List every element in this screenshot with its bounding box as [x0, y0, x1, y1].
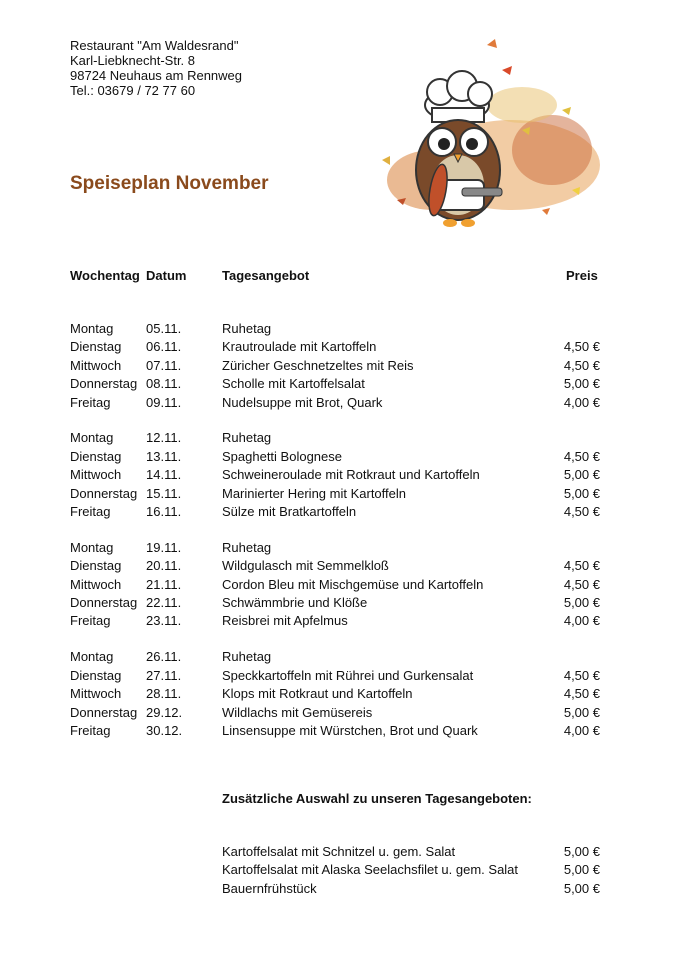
dish: Kartoffelsalat mit Alaska Seelachsfilet u. gem. Salat — [222, 862, 519, 878]
dish: Züricher Geschnetzeltes mit Reis — [222, 357, 414, 373]
menu-row — [70, 539, 610, 557]
menu-row — [70, 429, 610, 447]
page-title: Speiseplan November — [70, 173, 269, 194]
day: Mittwoch — [70, 467, 122, 483]
price: 4,00 € — [563, 613, 600, 629]
day: Mittwoch — [70, 357, 122, 373]
dish: Scholle mit Kartoffelsalat — [222, 376, 365, 392]
day: Donnerstag — [70, 485, 138, 501]
day: Mittwoch — [70, 576, 122, 592]
menu-row — [70, 466, 610, 484]
menu-row — [70, 648, 610, 666]
day: Dienstag — [70, 667, 122, 683]
menu-row — [70, 576, 610, 594]
restaurant-street: Karl-Liebknecht-Str. 8 — [70, 53, 196, 68]
dish: Schweineroulade mit Rotkraut und Kartoffeln — [222, 467, 480, 483]
day: Dienstag — [70, 339, 122, 355]
menu-row — [70, 685, 610, 703]
price: 4,00 € — [563, 394, 600, 410]
date: 23.11. — [146, 613, 182, 629]
day: Dienstag — [70, 448, 122, 464]
date: 19.11. — [146, 539, 182, 555]
price: 5,00 € — [563, 595, 600, 611]
day: Montag — [70, 649, 114, 665]
date: 06.11. — [146, 339, 182, 355]
day: Montag — [70, 430, 114, 446]
week-group — [70, 539, 610, 631]
column-header-date: Datum — [146, 268, 187, 283]
menu-row — [70, 394, 610, 412]
menu-row — [70, 557, 610, 575]
date: 09.11. — [146, 394, 182, 410]
date: 08.11. — [146, 376, 182, 392]
price: 4,50 € — [563, 504, 600, 520]
menu-row — [70, 448, 610, 466]
menu-row — [70, 704, 610, 722]
dish: Cordon Bleu mit Mischgemüse und Kartoffeln — [222, 576, 484, 592]
dish: Bauernfrühstück — [222, 880, 317, 896]
date: 27.11. — [146, 667, 182, 683]
dish: Krautroulade mit Kartoffeln — [222, 339, 377, 355]
week-group — [70, 648, 610, 740]
dish: Spaghetti Bolognese — [222, 448, 342, 464]
dish: Linsensuppe mit Würstchen, Brot und Quark — [222, 722, 478, 738]
date: 14.11. — [146, 467, 182, 483]
day: Donnerstag — [70, 595, 138, 611]
date: 16.11. — [146, 504, 182, 520]
menu-row — [70, 375, 610, 393]
day: Mittwoch — [70, 686, 122, 702]
menu-row — [70, 485, 610, 503]
day: Donnerstag — [70, 376, 138, 392]
menu-row — [70, 320, 610, 338]
price: 5,00 € — [563, 844, 600, 859]
day: Montag — [70, 321, 114, 336]
price: 4,50 € — [563, 448, 600, 464]
date: 21.11. — [146, 576, 182, 592]
day: Donnerstag — [70, 704, 138, 720]
price: 4,50 € — [563, 357, 600, 373]
dish: Reisbrei mit Apfelmus — [222, 613, 348, 629]
extra-row — [70, 880, 610, 898]
date: 26.11. — [146, 649, 182, 665]
date: 13.11. — [146, 448, 182, 464]
day: Freitag — [70, 613, 111, 629]
day: Freitag — [70, 504, 111, 520]
dish: Sülze mit Bratkartoffeln — [222, 504, 357, 520]
day: Dienstag — [70, 558, 122, 574]
price: 5,00 € — [563, 880, 600, 896]
restaurant-address — [70, 38, 242, 98]
date: 22.11. — [146, 595, 182, 611]
date: 28.11. — [146, 686, 182, 702]
extras-list — [70, 843, 610, 898]
weekly-menu — [70, 320, 610, 758]
extra-row — [70, 843, 610, 861]
dish: Speckkartoffeln mit Rührei und Gurkensalat — [222, 667, 474, 683]
restaurant-city: 98724 Neuhaus am Rennweg — [70, 68, 243, 83]
price: 4,50 € — [563, 576, 600, 592]
dish: Ruhetag — [222, 321, 272, 336]
price: 4,50 € — [563, 686, 600, 702]
week-group — [70, 320, 610, 412]
dish: Marinierter Hering mit Kartoffeln — [222, 485, 406, 501]
menu-row — [70, 612, 610, 630]
price: 5,00 € — [563, 704, 600, 720]
dish: Kartoffelsalat mit Schnitzel u. gem. Salat — [222, 844, 456, 859]
date: 30.12. — [146, 722, 183, 738]
price: 5,00 € — [563, 376, 600, 392]
menu-row — [70, 503, 610, 521]
dish: Wildlachs mit Gemüsereis — [222, 704, 373, 720]
column-header-price: Preis — [566, 268, 598, 283]
date: 12.11. — [146, 430, 182, 446]
menu-row — [70, 667, 610, 685]
dish: Ruhetag — [222, 430, 272, 446]
extra-row — [70, 861, 610, 879]
date: 05.11. — [146, 321, 182, 336]
restaurant-name: Restaurant "Am Waldesrand" — [70, 38, 239, 53]
price: 5,00 € — [563, 485, 600, 501]
price: 5,00 € — [563, 467, 600, 483]
dish: Schwämmbrie und Klöße — [222, 595, 368, 611]
price: 4,50 € — [563, 339, 600, 355]
extras-title: Zusätzliche Auswahl zu unseren Tagesangeboten: — [222, 791, 532, 806]
dish: Klops mit Rotkraut und Kartoffeln — [222, 686, 413, 702]
date: 29.12. — [146, 704, 183, 720]
price: 4,50 € — [563, 558, 600, 574]
owl-chef-icon — [362, 30, 602, 230]
menu-row — [70, 357, 610, 375]
week-group — [70, 429, 610, 521]
price: 5,00 € — [563, 862, 600, 878]
menu-row — [70, 722, 610, 740]
menu-row — [70, 338, 610, 356]
price: 4,00 € — [563, 722, 600, 738]
price: 4,50 € — [563, 667, 600, 683]
day: Freitag — [70, 722, 111, 738]
dish: Ruhetag — [222, 539, 272, 555]
dish: Ruhetag — [222, 649, 272, 665]
column-header-day: Wochentag — [70, 268, 140, 283]
date: 15.11. — [146, 485, 182, 501]
column-header-dish: Tagesangebot — [222, 268, 310, 283]
date: 07.11. — [146, 357, 182, 373]
restaurant-phone: Tel.: 03679 / 72 77 60 — [70, 83, 196, 98]
menu-row — [70, 594, 610, 612]
day: Freitag — [70, 394, 111, 410]
dish: Nudelsuppe mit Brot, Quark — [222, 394, 383, 410]
dish: Wildgulasch mit Semmelkloß — [222, 558, 389, 574]
day: Montag — [70, 539, 114, 555]
date: 20.11. — [146, 558, 182, 574]
